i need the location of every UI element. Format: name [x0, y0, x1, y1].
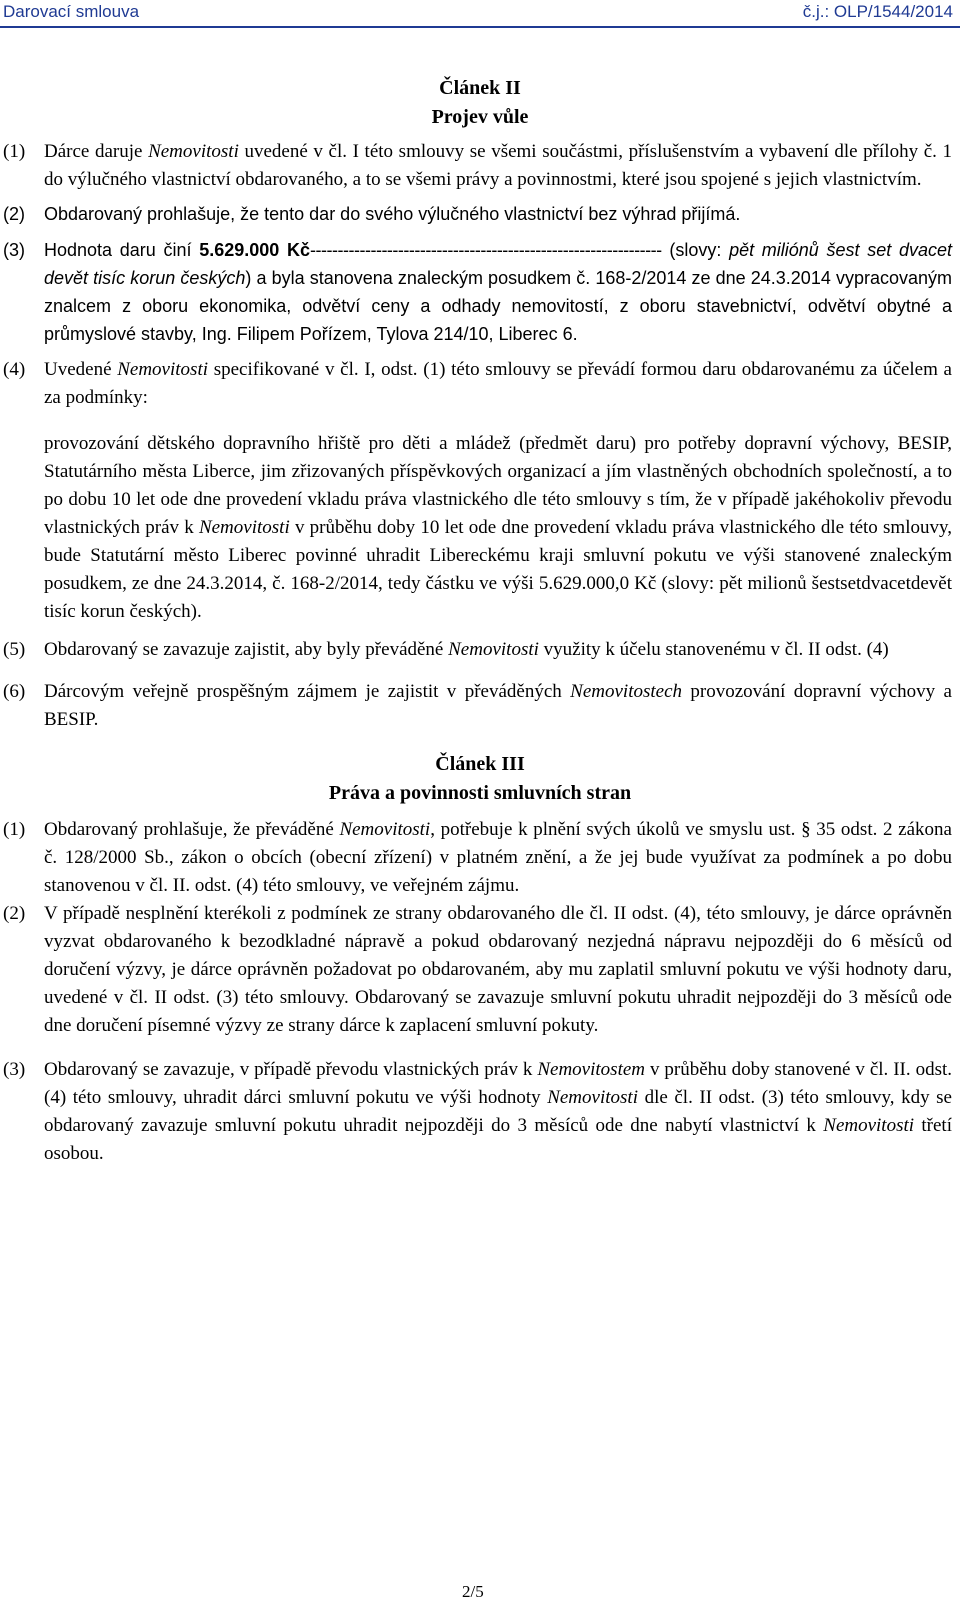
defined-term: Nemovitostem [537, 1059, 646, 1080]
article-2-paragraph-2: (2) Obdarovaný prohlašuje, že tento dar do svého výlučného vlastnictví bez výhrad přijímá. [0, 200, 960, 228]
defined-term: Nemovitostech [570, 681, 683, 702]
article-2-subtitle: Projev vůle [431, 106, 529, 128]
paragraph-number: (3) [3, 1059, 26, 1080]
paragraph-number: (6) [3, 681, 26, 702]
defined-term: Nemovitosti [547, 1087, 638, 1108]
page-header [0, 0, 960, 26]
article-3-subtitle: Práva a povinnosti smluvních stran [328, 782, 632, 804]
defined-term: Nemovitosti [198, 517, 290, 538]
header-divider [0, 26, 960, 28]
document-title: Darovací smlouva [3, 2, 140, 21]
reference-number: č.j.: OLP/1544/2014 [802, 2, 953, 21]
article-3-paragraph-3: (3) Obdarovaný se zavazuje, v případě převodu vlastnických práv k Nemovitostem v průběhu doby stanovené v čl. II. odst. (4) této smlouvy, uhradit dárci smluvní pokutu ve výši hodnoty Nemovitosti dle čl. II odst. (3) této smlouvy, kdy se obdarovaný zavazuje smluvní pokutu uhradit nejpozději do 3 měsíců ode dne nabytí vlastnictví k Nemovitosti třetí osobou. [0, 1056, 960, 1168]
paragraph-number: (1) [3, 819, 26, 840]
article-3-paragraph-2: (2) V případě nesplnění kterékoli z podmínek ze strany obdarovaného dle čl. II odst. (4), této smlouvy, je dárce oprávněn vyzvat obdarovaného k bezodkladné nápravě a pokud obdarovaný nezjedná nápravu nejpozději do 6 měsíců od doručení výzvy, je dárce oprávněn požadovat po obdarovaném, aby mu zaplatil smluvní pokutu ve výši hodnoty daru, uvedené v čl. II odst. (3) této smlouvy. Obdarovaný se zavazuje smluvní pokutu uhradit nejpozději do 3 měsíců ode dne doručení písemné výzvy ze strany dárce k zaplacení smluvní pokuty. [0, 900, 960, 1040]
paragraph-number: (1) [3, 141, 26, 162]
paragraph-number: (4) [3, 359, 26, 380]
defined-term: Nemovitosti [823, 1115, 915, 1136]
dash-filler: ---------------------------------------------------------------- [310, 240, 662, 260]
article-3-paragraph-1: (1) Obdarovaný prohlašuje, že převáděné Nemovitosti, potřebuje k plnění svých úkolů ve smyslu ust. § 35 odst. 2 zákona č. 128/2000 Sb., zákon o obcích (obecní zřízení) v platném znění, a že jej bude využívat za podmínek a po dobu stanovenou v čl. II. odst. (4) této smlouvy, ve veřejném zájmu. [0, 816, 960, 900]
defined-term: Nemovitosti [117, 359, 209, 380]
gift-value: 5.629.000 Kč [199, 240, 311, 260]
article-2-paragraph-6: (6) Dárcovým veřejně prospěšným zájmem je zajistit v převáděných Nemovitostech provozování dopravní výchovy a BESIP. [0, 678, 960, 734]
paragraph-number: (5) [3, 639, 26, 660]
article-2-paragraph-4: (4) Uvedené Nemovitosti specifikované v čl. I, odst. (1) této smlouvy se převádí formou daru obdarovanému za účelem a za podmínky: [0, 356, 960, 412]
defined-term: Nemovitosti [148, 141, 239, 162]
article-3-title: Článek III [435, 753, 525, 775]
defined-term: Nemovitosti [448, 639, 539, 660]
article-2-title: Článek II [439, 77, 521, 99]
paragraph-number: (2) [3, 204, 25, 224]
value-in-words: pět miliónů šest set dvacet devět tisíc korun českých [44, 240, 952, 288]
paragraph-number: (3) [3, 240, 25, 260]
article-2-paragraph-3: (3) Hodnota daru činí 5.629.000 Kč---------------------------------------------------------------- (slovy: pět miliónů šest set dvacet devět tisíc korun českých) a byla stanovena znaleckým posudkem č. 168-2/2014 ze dne 24.3.2014 vypracovaným znalcem z oboru ekonomika, odvětví ceny a odhady nemovitostí, z oboru stavebnictví, odvětví obytné a průmyslové stavby, Ing. Filipem Pořízem, Tylova 214/10, Liberec 6. [0, 236, 960, 348]
article-2-paragraph-1: (1) Dárce daruje Nemovitosti uvedené v čl. I této smlouvy se všemi součástmi, příslušenstvím a vybavení dle přílohy č. 1 do výlučného vlastnictví obdarovaného, a to se všemi právy a povinnostmi, které jsou spojené s jejich vlastnictvím. [0, 138, 960, 194]
defined-term: Nemovitosti [339, 819, 431, 840]
page-number: 2/5 [462, 1582, 484, 1601]
paragraph-number: (2) [3, 903, 26, 924]
article-2-paragraph-4-condition: provozování dětského dopravního hřiště pro děti a mládež (předmět daru) pro potřeby dopravní výchovy, BESIP, Statutárního města Liberce, jim zřizovaných příspěvkových organizací a jím vlastněných obchodních společností, a to po dobu 10 let ode dne provedení vkladu práva vlastnického dle této smlouvy s tím, že v případě jakéhokoliv převodu vlastnických práv k Nemovitosti v průběhu doby 10 let ode dne provedení vkladu práva vlastnického dle této smlouvy, bude Statutární město Liberec povinné uhradit Libereckému kraji smluvní pokutu ve výši stanovené znaleckým posudkem, ze dne 24.3.2014, č. 168-2/2014, tedy částku ve výši 5.629.000,0 Kč (slovy: pět milionů šestsetdvacetdevět tisíc korun českých). [44, 433, 952, 622]
article-2-paragraph-5: (5) Obdarovaný se zavazuje zajistit, aby byly převáděné Nemovitosti využity k účelu stanovenému v čl. II odst. (4) [0, 636, 960, 664]
document-body [0, 74, 960, 1168]
